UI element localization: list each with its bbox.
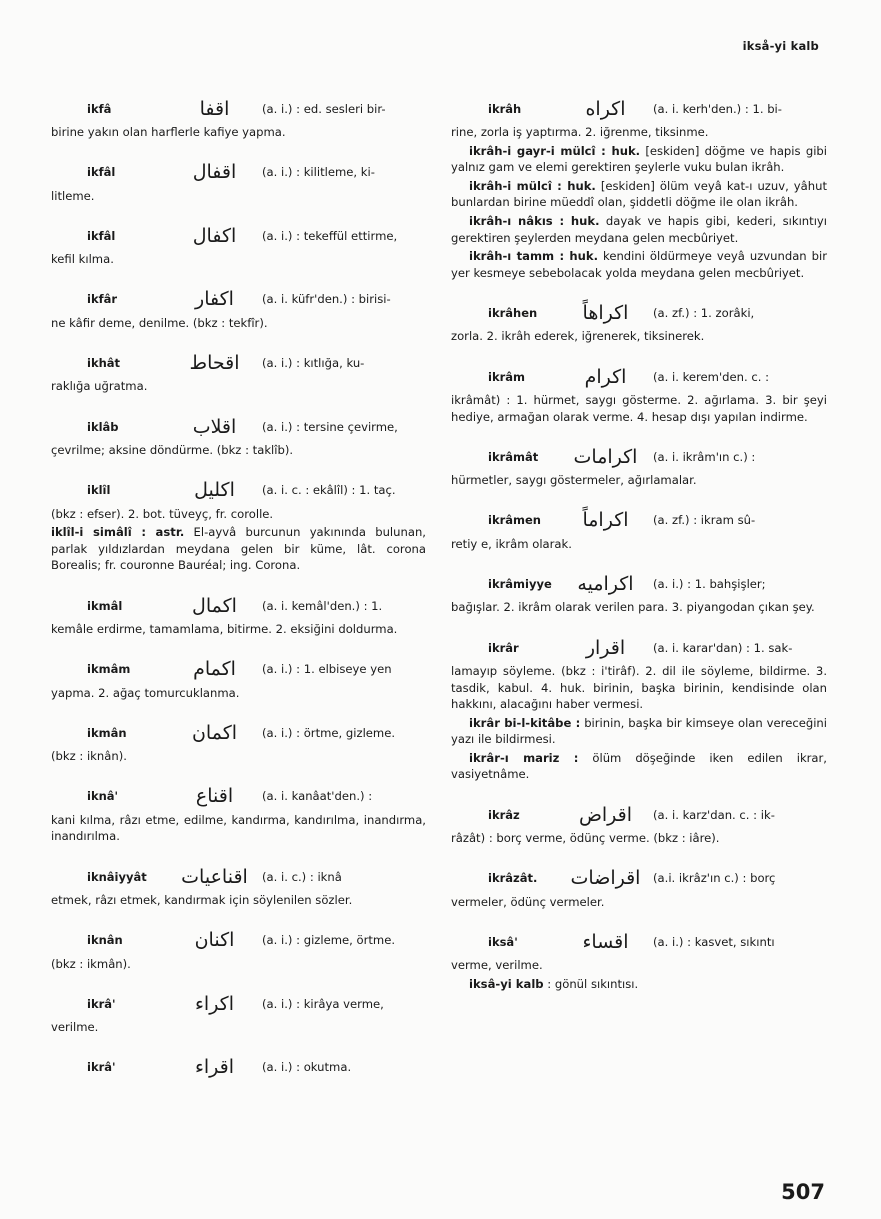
headword: ikrâmen bbox=[488, 513, 541, 528]
sub-entry-definition: : gönül sıkıntısı. bbox=[543, 976, 639, 991]
arabic-script-headword: اقناعيات bbox=[181, 865, 248, 888]
dictionary-entry bbox=[451, 635, 827, 783]
dictionary-entry bbox=[51, 657, 426, 702]
entry-head-line bbox=[451, 300, 827, 326]
arabic-script-headword: اقلاب bbox=[192, 415, 237, 438]
definition-continuation: hürmetler, saygı göstermeler, ağırlamalar. bbox=[451, 473, 697, 488]
definition-first-line: (a. zf.) : ikram sû- bbox=[653, 513, 756, 528]
definition-continuation: (bkz : ikmân). bbox=[51, 956, 131, 971]
sub-entry bbox=[451, 715, 827, 748]
sub-entry bbox=[451, 750, 827, 783]
arabic-script-headword: اقساء bbox=[582, 930, 629, 953]
headword: ikrâr bbox=[488, 640, 519, 655]
dictionary-entry bbox=[451, 929, 827, 992]
dictionary-entry bbox=[451, 300, 827, 345]
arabic-script-headword: اكراهاً bbox=[582, 302, 629, 325]
left-column bbox=[51, 96, 426, 1100]
definition-continuation: kani kılma, râzı etme, edilme, kandırma, kandırılma, inandırma, inandırılma. bbox=[51, 812, 426, 844]
definition-first-line: (a. i.) : gizleme, örtme. bbox=[262, 933, 396, 948]
definition-first-line: (a. i.) : kilitleme, ki- bbox=[262, 165, 375, 180]
definition-first-line: (a. i. küfr'den.) : birisi- bbox=[262, 292, 391, 307]
headword: ikrâhen bbox=[488, 306, 538, 321]
sub-entry-term: ikrâh-i mülcî : huk. bbox=[469, 178, 596, 193]
dictionary-entry bbox=[451, 866, 827, 911]
sub-entry-term: ikrâr bi-l-kitâbe : bbox=[469, 715, 581, 730]
entry-head-line bbox=[51, 784, 426, 810]
headword: ikrâm bbox=[488, 369, 526, 384]
dictionary-entry bbox=[51, 593, 426, 638]
dictionary-entry bbox=[51, 414, 426, 459]
dictionary-entry bbox=[51, 96, 426, 141]
sub-entry-definition: El-ayvâ burcunun yakınında bulunan, parlak yıldızlardan meydana gelen bir küme, lât. corona Borealis; fr. couronne Bauréal; ing. Corona. bbox=[51, 525, 426, 573]
entry-head-line bbox=[451, 364, 827, 390]
headword: ikfâ bbox=[87, 101, 112, 116]
definition-first-line: (a. i. c.) : iknâ bbox=[262, 869, 342, 884]
definition-first-line: (a. i. ikrâm'ın c.) : bbox=[653, 449, 756, 464]
definition-continuation: (bkz : efser). 2. bot. tüveyç, fr. corolle. bbox=[51, 506, 274, 521]
definition-continuation: ne kâfir deme, denilme. (bkz : tekfîr). bbox=[51, 315, 268, 330]
entry-head-line bbox=[51, 657, 426, 683]
headword: ikrâ' bbox=[87, 1060, 116, 1075]
sub-entry-definition: kendini öldürmeye veyâ uzvundan bir yer kesmeye sebebolacak yolda meydana gelen mecbûriyet. bbox=[451, 249, 827, 280]
arabic-script-headword: اقراض bbox=[578, 803, 633, 826]
arabic-script-headword: اقراء bbox=[194, 1056, 235, 1079]
definition-first-line: (a. zf.) : 1. zorâki, bbox=[653, 306, 755, 321]
entry-head-line bbox=[51, 593, 426, 619]
arabic-script-headword: اكراميه bbox=[577, 573, 634, 596]
dictionary-entry bbox=[51, 350, 426, 395]
sub-entry bbox=[51, 524, 426, 574]
sub-entry bbox=[451, 143, 827, 176]
headword: ikrâzât. bbox=[488, 871, 538, 886]
entry-head-line bbox=[51, 350, 426, 376]
arabic-script-headword: اقفا bbox=[199, 97, 230, 120]
entry-head-line bbox=[51, 991, 426, 1017]
definition-continuation: etmek, râzı etmek, kandırmak için söylenilen sözler. bbox=[51, 892, 353, 907]
headword: ikmâm bbox=[87, 662, 131, 677]
arabic-script-headword: اقراضات bbox=[570, 867, 641, 890]
definition-first-line: (a. i.) : kıtlığa, ku- bbox=[262, 356, 365, 371]
definition-continuation: yapma. 2. ağaç tomurcuklanma. bbox=[51, 685, 240, 700]
arabic-script-headword: اكفال bbox=[192, 224, 237, 247]
definition-first-line: (a. i.) : kasvet, sıkıntı bbox=[653, 934, 775, 949]
entry-head-line bbox=[451, 802, 827, 828]
arabic-script-headword: اقحاط bbox=[189, 352, 240, 375]
headword: iklâb bbox=[87, 419, 119, 434]
sub-entry-definition: dayak ve hapis gibi, kederi, sıkıntıyı gerektiren şeylerden meydana gelen mecbûriyet. bbox=[451, 213, 827, 245]
definition-first-line: (a. i. karz'dan. c. : ik- bbox=[653, 807, 775, 822]
dictionary-entry bbox=[51, 223, 426, 268]
headword: ikrâmiyye bbox=[488, 577, 552, 592]
definition-continuation: kefil kılma. bbox=[51, 252, 114, 267]
headword: iknân bbox=[87, 933, 123, 948]
definition-first-line: (a. i.) : örtme, gizleme. bbox=[262, 725, 396, 740]
dictionary-entry bbox=[451, 508, 827, 553]
arabic-script-headword: اقفال bbox=[192, 161, 237, 184]
dictionary-entry bbox=[51, 991, 426, 1036]
dictionary-entry bbox=[51, 287, 426, 332]
arabic-script-headword: اكرام bbox=[584, 365, 627, 388]
headword: ikmâl bbox=[87, 598, 123, 613]
sub-entry-term: ikrâh-i gayr-i mülcî : huk. bbox=[469, 143, 641, 158]
definition-continuation: rine, zorla iş yaptırma. 2. iğrenme, tiksinme. bbox=[451, 125, 709, 139]
definition-first-line: (a. i.) : kirâya verme, bbox=[262, 996, 384, 1011]
dictionary-entry bbox=[451, 96, 827, 281]
arabic-script-headword: اكليل bbox=[194, 479, 235, 502]
sub-entry-term: ikrâh-ı nâkıs : huk. bbox=[469, 213, 600, 228]
definition-first-line: (a. i. karar'dan) : 1. sak- bbox=[653, 640, 793, 655]
arabic-script-headword: اقرار bbox=[585, 636, 626, 659]
dictionary-entry bbox=[51, 784, 426, 845]
entry-head-line bbox=[51, 287, 426, 313]
definition-first-line: (a. i.) : tekeffül ettirme, bbox=[262, 228, 398, 243]
dictionary-entry bbox=[51, 160, 426, 205]
sub-entry-term: iklîl-i simâlî : astr. bbox=[51, 525, 185, 540]
arabic-script-headword: اقناع bbox=[195, 785, 234, 808]
arabic-script-headword: اكراء bbox=[194, 992, 235, 1015]
definition-continuation: litleme. bbox=[51, 188, 95, 203]
entry-head-line bbox=[51, 160, 426, 186]
page-number: 507 bbox=[781, 1180, 825, 1204]
sub-entry-definition: [eskiden] ölüm veyâ kat-ı uzuv, yâhut bunlardan birine müeddî olan, şiddetli döğme ile olan ikrâh. bbox=[451, 178, 828, 210]
entry-head-line bbox=[51, 928, 426, 954]
dictionary-entry bbox=[51, 1055, 426, 1081]
sub-entry-definition: [eskiden] döğme ve hapis gibi yalnız gam ve elemi gerektiren şeylerle vuku bulan ikrâh. bbox=[451, 143, 827, 175]
arabic-script-headword: اكفار bbox=[195, 288, 234, 311]
definition-continuation: çevrilme; aksine döndürme. (bkz : taklîb). bbox=[51, 442, 294, 457]
dictionary-entry bbox=[51, 928, 426, 973]
entry-head-line bbox=[451, 929, 827, 955]
definition-continuation: birine yakın olan harflerle kafiye yapma. bbox=[51, 125, 286, 139]
definition-first-line: (a.i. ikrâz'ın c.) : borç bbox=[653, 871, 776, 886]
headword: ikfâl bbox=[87, 228, 116, 243]
arabic-script-headword: اكرامات bbox=[573, 445, 638, 468]
sub-entry bbox=[451, 248, 827, 281]
sub-entry-term: ikrâr-ı mariz : bbox=[469, 750, 579, 765]
sub-entry bbox=[451, 976, 827, 993]
dictionary-entry bbox=[451, 802, 827, 847]
arabic-script-headword: اكراه bbox=[585, 97, 626, 120]
dictionary-entry bbox=[51, 720, 426, 765]
headword: ikfâr bbox=[87, 292, 118, 307]
headword: ikfâl bbox=[87, 165, 116, 180]
definition-first-line: (a. i.) : 1. bahşişler; bbox=[653, 577, 766, 592]
headword: iksâ' bbox=[488, 934, 518, 949]
definition-first-line: (a. i.) : tersine çevirme, bbox=[262, 419, 398, 434]
right-column bbox=[451, 96, 827, 1011]
entry-head-line bbox=[451, 444, 827, 470]
headword: ikmân bbox=[87, 725, 127, 740]
dictionary-entry bbox=[51, 478, 426, 574]
sub-entry-definition: birinin, başka bir kimseye olan vereceğini yazı ile bildirmesi. bbox=[451, 715, 827, 747]
definition-first-line: (a. i. kanâat'den.) : bbox=[262, 789, 373, 804]
headword: iknâiyyât bbox=[87, 869, 147, 884]
definition-continuation: verme, verilme. bbox=[451, 958, 543, 973]
sub-entry-definition: ölüm döşeğinde iken edilen ikrar, vasiyetnâme. bbox=[451, 750, 827, 782]
entry-head-line bbox=[51, 96, 426, 122]
entry-head-line bbox=[51, 864, 426, 890]
entry-head-line bbox=[451, 96, 827, 122]
definition-first-line: (a. i. kerem'den. c. : bbox=[653, 369, 770, 384]
entry-head-line bbox=[451, 571, 827, 597]
definition-continuation: (bkz : iknân). bbox=[51, 749, 127, 764]
sub-entry-term: iksâ-yi kalb bbox=[469, 976, 544, 991]
definition-continuation: vermeler, ödünç vermeler. bbox=[451, 894, 605, 909]
sub-entry-term: ikrâh-ı tamm : huk. bbox=[469, 249, 599, 264]
arabic-script-headword: اكمان bbox=[191, 721, 238, 744]
arabic-script-headword: اكمال bbox=[192, 594, 237, 617]
definition-continuation: bağışlar. 2. ikrâm olarak verilen para. 3. piyangodan çıkan şey. bbox=[451, 600, 815, 615]
definition-continuation: retiy e, ikrâm olarak. bbox=[451, 536, 572, 551]
headword: ikrâz bbox=[488, 807, 520, 822]
entry-head-line bbox=[451, 866, 827, 892]
running-head: ikså-yi kalb bbox=[742, 39, 819, 53]
headword: ikrâ' bbox=[87, 996, 116, 1011]
headword: ikrâmât bbox=[488, 449, 539, 464]
dictionary-entry bbox=[51, 864, 426, 909]
headword: ikrâh bbox=[488, 101, 522, 116]
definition-first-line: (a. i.) : ed. sesleri bir- bbox=[262, 101, 386, 116]
definition-continuation: kemâle erdirme, tamamlama, bitirme. 2. eksiğini doldurma. bbox=[51, 621, 398, 636]
definition-continuation: zorla. 2. ikrâh ederek, iğrenerek, tiksinerek. bbox=[451, 329, 705, 344]
definition-continuation: raklığa uğratma. bbox=[51, 379, 148, 394]
entry-head-line bbox=[51, 414, 426, 440]
definition-continuation: râzât) : borç verme, ödünç verme. (bkz : iâre). bbox=[451, 831, 720, 846]
definition-first-line: (a. i. c. : ekâlîl) : 1. taç. bbox=[262, 483, 396, 498]
headword: iknâ' bbox=[87, 789, 119, 804]
sub-entry bbox=[451, 178, 827, 211]
definition-continuation: verilme. bbox=[51, 1020, 99, 1035]
entry-head-line bbox=[451, 635, 827, 661]
definition-first-line: (a. i. kemâl'den.) : 1. bbox=[262, 598, 383, 613]
entry-head-line bbox=[51, 720, 426, 746]
definition-continuation: lamayıp söyleme. (bkz : i'tirâf). 2. dil ile söyleme, bildirme. 3. tasdik, kabul. 4. huk. birinin, başka birinin, kendisinde olan hakkını, alacağını haber vermesi. bbox=[451, 663, 827, 712]
sub-entry bbox=[451, 213, 827, 246]
dictionary-entry bbox=[451, 444, 827, 489]
definition-first-line: (a. i. kerh'den.) : 1. bi- bbox=[653, 101, 782, 116]
arabic-script-headword: اكراماً bbox=[582, 509, 629, 532]
dictionary-entry bbox=[451, 571, 827, 616]
arabic-script-headword: اكمام bbox=[193, 658, 236, 681]
entry-head-line bbox=[451, 508, 827, 534]
definition-first-line: (a. i.) : okutma. bbox=[262, 1060, 352, 1075]
headword: iklîl bbox=[87, 483, 111, 498]
definition-first-line: (a. i.) : 1. elbiseye yen bbox=[262, 662, 392, 677]
entry-head-line bbox=[51, 478, 426, 504]
dictionary-entry bbox=[451, 364, 827, 425]
arabic-script-headword: اكنان bbox=[194, 929, 235, 952]
entry-head-line bbox=[51, 223, 426, 249]
entry-head-line bbox=[51, 1055, 426, 1081]
headword: ikhât bbox=[87, 356, 121, 371]
definition-continuation: ikrâmât) : 1. hürmet, saygı gösterme. 2. ağırlama. 3. bir şeyi hediye, armağan olarak verme. 4. hesap dışı yapılan indirme. bbox=[451, 392, 827, 424]
